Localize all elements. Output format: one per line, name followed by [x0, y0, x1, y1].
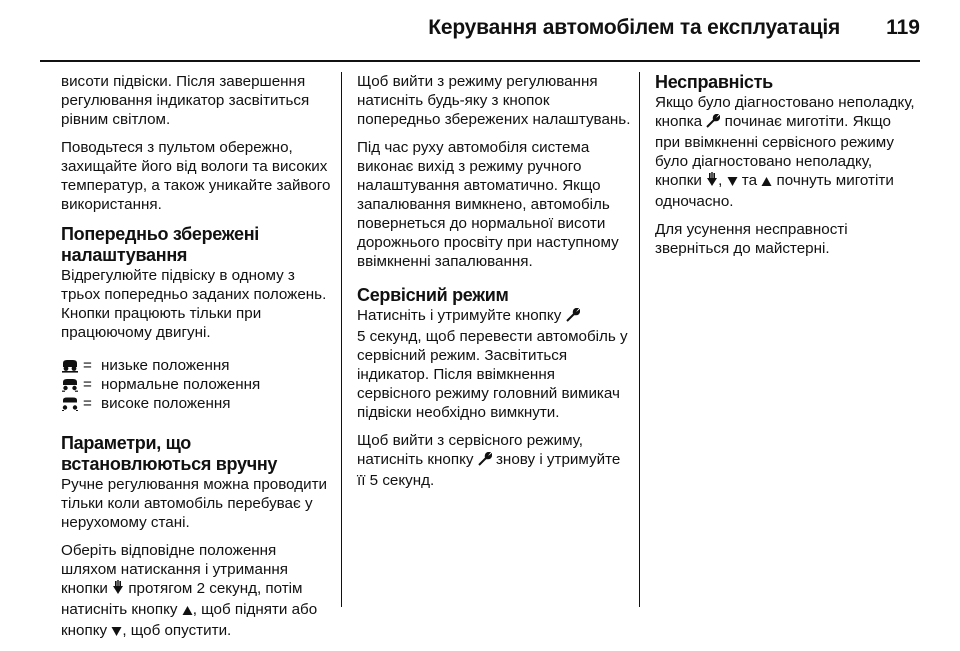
text-run: Оберіть відповідне положення шляхом натискання і утримання кнопки: [61, 542, 288, 597]
paragraph: [655, 93, 917, 211]
arrow-down-icon: [111, 623, 122, 642]
wrench-icon: [566, 308, 580, 327]
equals-sign: =: [83, 357, 92, 374]
wrench-icon: [706, 114, 720, 133]
car-normal-icon: [61, 378, 83, 392]
list-item-text: нормальне положення: [101, 376, 261, 393]
arrow-down-icon: [727, 173, 738, 192]
text-run: , щоб опустити.: [122, 622, 232, 639]
section-heading-fault: Несправність: [655, 72, 773, 92]
text-run: починає миготіти. Якщо при ввімкненні сервісного режиму було діагностовано неполадку, кнопки: [655, 113, 894, 189]
column-divider: [341, 72, 342, 607]
list-item-text: низьке положення: [101, 357, 230, 374]
text-run: протягом 2 секунд, потім натисніть кнопку: [61, 580, 303, 618]
text-run: Щоб вийти з сервісного режиму, натисніть кнопку: [357, 432, 583, 468]
list-item: [61, 375, 333, 394]
manual-adjust-icon: [706, 172, 718, 192]
column-3: [655, 72, 917, 267]
column-divider: [639, 72, 640, 607]
paragraph: Щоб вийти з режиму регулювання натисніть будь-яку з кнопок попередньо збережених налаштувань.: [357, 73, 631, 128]
section-heading-service: Сервісний режим: [357, 285, 509, 305]
header-rule: [40, 60, 920, 62]
paragraph: [357, 431, 632, 490]
paragraph: Під час руху автомобіля система виконає вихід з режиму ручного налаштування автоматично. Якщо запалювання вимкнено, автомобіль повернеться до нормальної висоти дорожнього просвіту при наступному ввімкненні запалювання.: [357, 139, 619, 270]
arrow-up-icon: [182, 602, 193, 621]
list-item: [61, 394, 333, 413]
page-header: [40, 16, 920, 50]
equals-sign: =: [83, 395, 92, 412]
header-title: Керування автомобілем та експлуатація: [428, 16, 841, 39]
text-run: ,: [718, 172, 723, 189]
section-heading-manual: Параметри, що встановлюються вручну: [61, 433, 278, 474]
list-item-text: високе положення: [101, 395, 231, 412]
text-run: Якщо було діагностовано неполадку, кнопка: [655, 94, 915, 130]
paragraph: Відрегулюйте підвіску в одному з трьох попередньо заданих положень. Кнопки працюють тільки при працюючому двигуні.: [61, 267, 327, 341]
paragraph: [357, 306, 632, 422]
section-heading-preset: Попередньо збережені налаштування: [61, 224, 259, 265]
column-2: [357, 72, 632, 499]
page-number: 119: [886, 16, 920, 39]
paragraph: Ручне регулювання можна проводити тільки коли автомобіль перебуває у нерухомому стані.: [61, 476, 328, 531]
text-run: , щоб підняти або кнопку: [61, 601, 318, 639]
equals-sign: =: [83, 376, 92, 393]
paragraph: Поводьтеся з пультом обережно, захищайте його від вологи та високих температур, а також уникайте зайвого використання.: [61, 139, 331, 213]
wrench-icon: [478, 452, 492, 471]
car-low-icon: [61, 359, 83, 373]
text-run: Натисніть і утримуйте кнопку: [357, 307, 562, 324]
paragraph: [61, 541, 333, 642]
text-run: 5 секунд, щоб перевести автомобіль у сервісний режим. Засвітиться індикатор. Після ввімкнення сервісного режиму головний вимикач підвіски необхідно вимкнути.: [357, 328, 628, 421]
text-run: та: [741, 172, 758, 189]
text-run: почнуть миготіти одночасно.: [655, 172, 894, 210]
car-high-icon: [61, 397, 83, 411]
arrow-up-icon: [761, 173, 772, 192]
position-list: [61, 356, 333, 413]
paragraph: висоти підвіски. Після завершення регулювання індикатор засвітиться рівним світлом.: [61, 73, 310, 128]
list-item: [61, 356, 333, 375]
text-run: знову і утримуйте її 5 секунд.: [357, 451, 621, 489]
manual-adjust-icon: [112, 580, 124, 600]
paragraph: Для усунення несправності зверніться до майстерні.: [655, 221, 848, 257]
column-1: [61, 72, 333, 651]
